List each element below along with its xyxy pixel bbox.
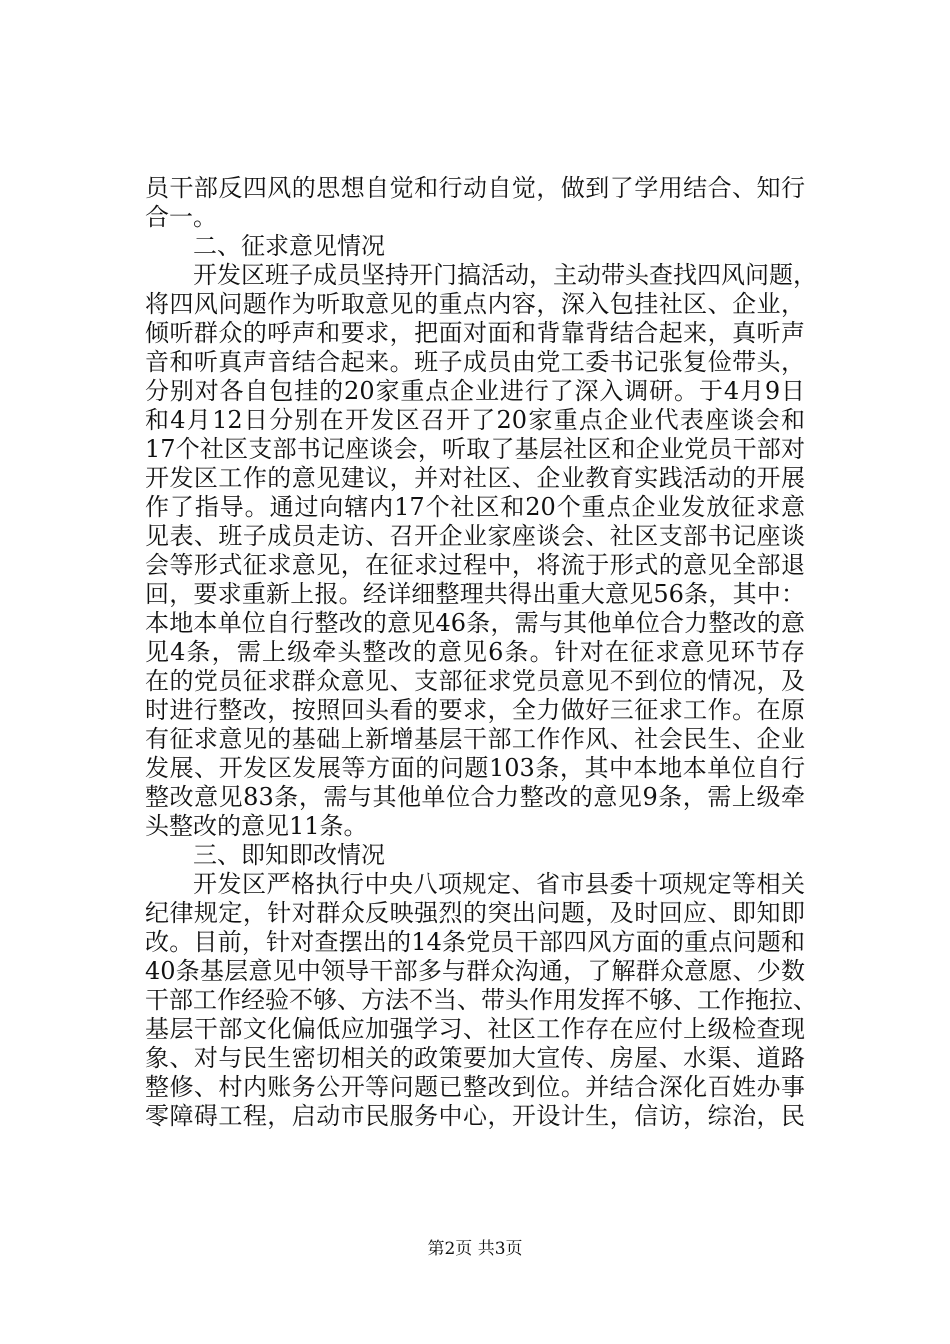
text-line: 作了指导。通过向辖内17个社区和20个重点企业发放征求意 [145, 493, 805, 521]
text-line: 会等形式征求意见，在征求过程中，将流于形式的意见全部退 [145, 551, 805, 579]
text-line: 纪律规定，针对群众反映强烈的突出问题，及时回应、即知即 [145, 899, 805, 927]
text-line: 象、对与民生密切相关的政策要加大宣传、房屋、水渠、道路 [145, 1044, 805, 1072]
text-line: 在的党员征求群众意见、支部征求党员意见不到位的情况，及 [145, 667, 805, 695]
text-line: 头整改的意见11条。 [145, 812, 368, 840]
text-line: 干部工作经验不够、方法不当、带头作用发挥不够、工作拖拉、 [145, 986, 817, 1014]
text-line: 有征求意见的基础上新增基层干部工作作风、社会民生、企业 [145, 725, 805, 753]
text-line: 基层干部文化偏低应加强学习、社区工作存在应付上级检查现 [145, 1015, 805, 1043]
text-line: 17个社区支部书记座谈会，听取了基层社区和企业党员干部对 [145, 435, 805, 463]
body-text [145, 174, 817, 1131]
text-line: 零障碍工程，启动市民服务中心，开设计生，信访，综治，民 [145, 1102, 805, 1130]
text-line: 回，要求重新上报。经详细整理共得出重大意见56条，其中： [145, 580, 805, 608]
text-line: 倾听群众的呼声和要求，把面对面和背靠背结合起来，真听声 [145, 319, 805, 347]
text-line: 分别对各自包挂的20家重点企业进行了深入调研。于4月9日 [145, 377, 805, 405]
text-line: 见4条，需上级牵头整改的意见6条。针对在征求意见环节存 [145, 638, 805, 666]
text-line: 音和听真声音结合起来。班子成员由党工委书记张复俭带头， [145, 348, 805, 376]
text-line: 本地本单位自行整改的意见46条，需与其他单位合力整改的意 [145, 609, 805, 637]
text-line: 改。目前，针对查摆出的14条党员干部四风方面的重点问题和 [145, 928, 805, 956]
text-line: 将四风问题作为听取意见的重点内容，深入包挂社区、企业， [145, 290, 805, 318]
text-line: 整修、村内账务公开等问题已整改到位。并结合深化百姓办事 [145, 1073, 805, 1101]
text-line: 开发区工作的意见建议，并对社区、企业教育实践活动的开展 [145, 464, 805, 492]
text-line: 员干部反四风的思想自觉和行动自觉，做到了学用结合、知行 [145, 174, 805, 202]
section-heading: 三、即知即改情况 [193, 841, 385, 869]
text-line: 发展、开发区发展等方面的问题103条，其中本地本单位自行 [145, 754, 805, 782]
text-line: 见表、班子成员走访、召开企业家座谈会、社区支部书记座谈 [145, 522, 805, 550]
text-line: 40条基层意见中领导干部多与群众沟通，了解群众意愿、少数 [145, 957, 805, 985]
text-line: 时进行整改，按照回头看的要求，全力做好三征求工作。在原 [145, 696, 805, 724]
text-line: 开发区班子成员坚持开门搞活动，主动带头查找四风问题， [193, 261, 817, 289]
text-line: 开发区严格执行中央八项规定、省市县委十项规定等相关 [193, 870, 805, 898]
text-line: 合一。 [145, 203, 217, 231]
page-number-footer: 第2页 共3页 [427, 1239, 523, 1259]
section-heading: 二、征求意见情况 [193, 232, 385, 260]
text-line: 和4月12日分别在开发区召开了20家重点企业代表座谈会和 [145, 406, 805, 434]
text-line: 整改意见83条，需与其他单位合力整改的意见9条，需上级牵 [145, 783, 805, 811]
